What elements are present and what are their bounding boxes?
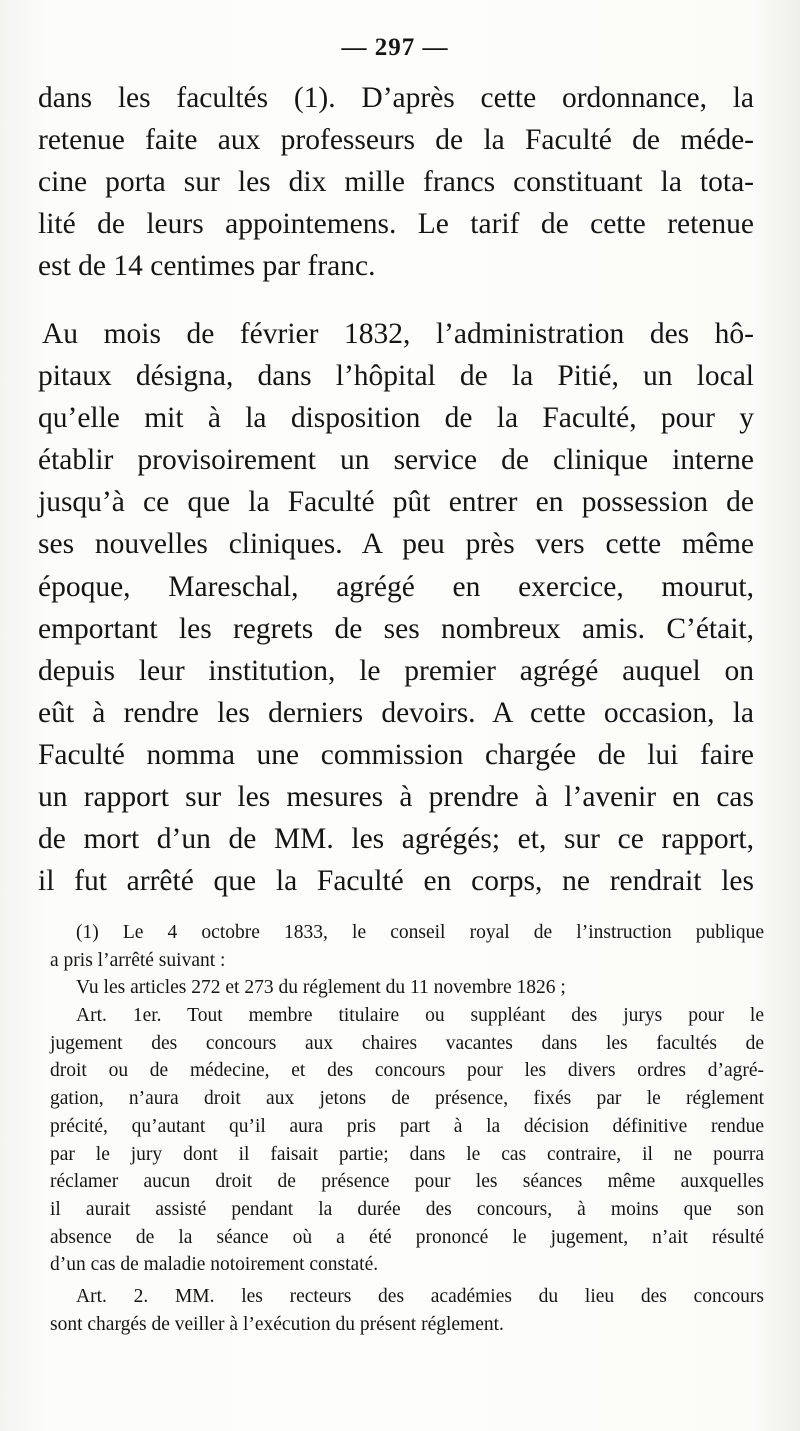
paragraph-1 <box>38 77 754 287</box>
text-line: cine porta sur les dix mille francs constituant la tota- <box>38 166 754 199</box>
footnote-line: absence de la séance où a été prononcé le jugement, n’ait résulté <box>50 1226 764 1248</box>
text-line: de mort d’un de MM. les agrégés; et, sur ce rapport, <box>38 823 754 856</box>
text-line: eût à rendre les derniers devoirs. A cette occasion, la <box>38 696 754 729</box>
footnote-line: Art. 1er. Tout membre titulaire ou suppléant des jurys pour le <box>76 1005 764 1027</box>
footnote-line: a pris l’arrêté suivant : <box>50 949 226 971</box>
footnote-line: gation, n’aura droit aux jetons de présence, fixés par le réglement <box>50 1088 764 1110</box>
text-line: ses nouvelles cliniques. A peu près vers cette même <box>38 528 754 561</box>
footnote-line: droit ou de médecine, et des concours pour les divers ordres d’agré- <box>50 1060 764 1082</box>
text-line: pitaux désigna, dans l’hôpital de la Pitié, un local <box>38 360 754 393</box>
text-line: Au mois de février 1832, l’administration des hô- <box>42 318 754 350</box>
text-line: un rapport sur les mesures à prendre à l’avenir en cas <box>38 781 754 814</box>
footnote-line: Art. 2. MM. les recteurs des académies du lieu des concours <box>76 1285 764 1307</box>
text-line: qu’elle mit à la disposition de la Faculté, pour y <box>38 402 754 435</box>
text-line: depuis leur institution, le premier agrégé auquel on <box>38 654 754 687</box>
footnote-line: il aurait assisté pendant la durée des concours, à moins que son <box>50 1198 764 1220</box>
text-line: établir provisoirement un service de clinique interne <box>38 444 754 477</box>
text-line: lité de leurs appointemens. Le tarif de cette retenue <box>38 208 754 241</box>
text-line: époque, Mareschal, agrégé en exercice, mourut, <box>38 570 754 603</box>
text-line: dans les facultés (1). D’après cette ordonnance, la <box>38 82 754 114</box>
footnote-line: réclamer aucun droit de présence pour les séances même auxquelles <box>50 1171 764 1193</box>
footnote-line: par le jury dont il faisait partie; dans le cas contraire, il ne pourra <box>50 1143 764 1165</box>
footnote <box>50 919 764 1338</box>
footnote-line: (1) Le 4 octobre 1833, le conseil royal de l’instruction publique <box>76 922 764 943</box>
text-line: emportant les regrets de ses nombreux amis. C’était, <box>38 612 754 645</box>
text-line: Faculté nomma une commission chargée de lui faire <box>38 738 754 771</box>
text-line: jusqu’à ce que la Faculté pût entrer en possession de <box>38 486 754 519</box>
footnote-line: Vu les articles 272 et 273 du réglement du 11 novembre 1826 ; <box>76 977 566 999</box>
text-line: il fut arrêté que la Faculté en corps, ne rendrait les <box>38 865 754 898</box>
page-number: — 297 — <box>341 34 449 61</box>
paragraph-2 <box>38 313 754 902</box>
text-line: est de 14 centimes par franc. <box>38 250 376 283</box>
footnote-line: précité, qu’autant qu’il aura pris part à la décision définitive rendue <box>50 1115 764 1137</box>
text-line: retenue faite aux professeurs de la Faculté de méde- <box>38 124 754 157</box>
footnote-line: sont chargés de veiller à l’exécution du présent réglement. <box>50 1313 504 1335</box>
footnote-line: d’un cas de maladie notoirement constaté. <box>50 1254 379 1276</box>
footnote-line: jugement des concours aux chaires vacantes dans les facultés de <box>50 1032 764 1054</box>
